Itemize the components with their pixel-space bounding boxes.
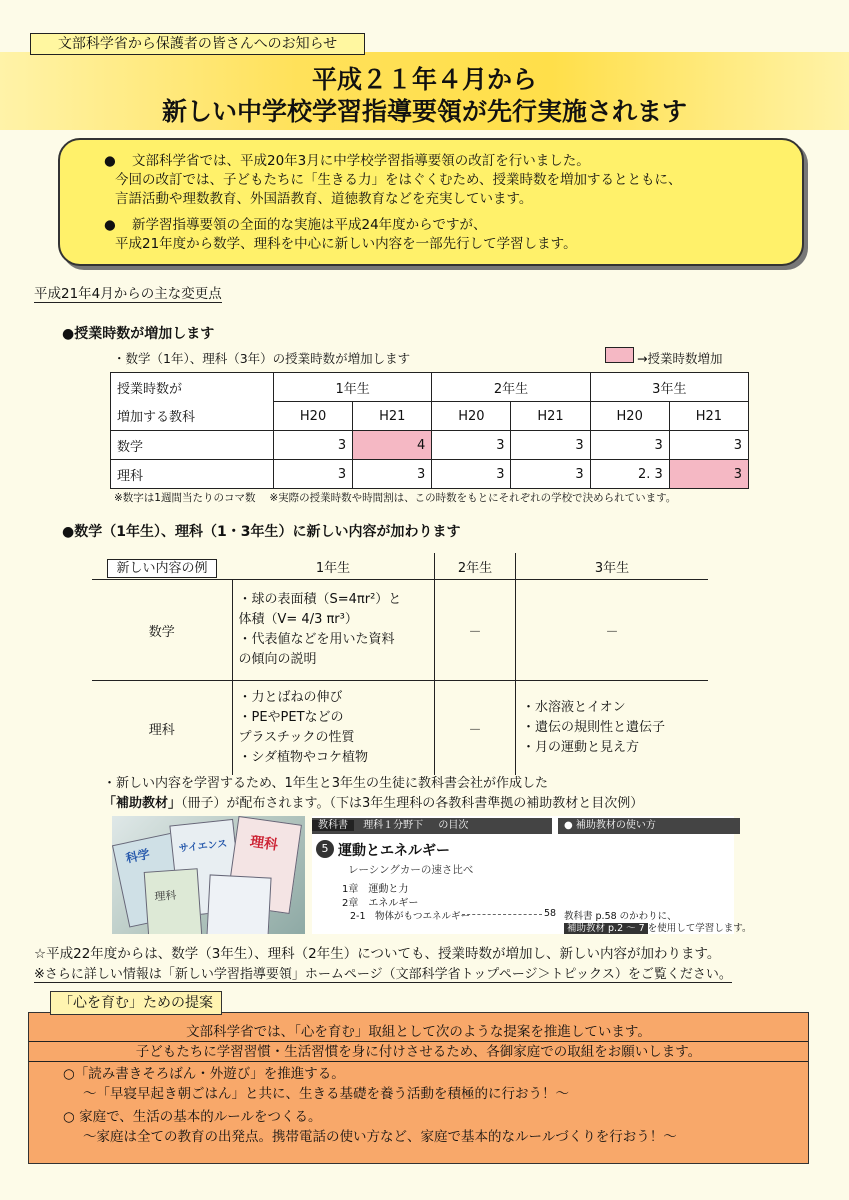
page-title-line1: 平成２１年４月から — [311, 65, 537, 94]
changes-heading: 平成21年4月からの主な変更点 — [34, 282, 222, 303]
grade-header: 1年生 — [232, 553, 435, 580]
intro-p1-line2: 今回の改訂では、子どもたちに「生きる力」をはぐくむため、授業時数を増加するとともに、 — [115, 172, 682, 188]
toc-ref-rest: を使用して学習します。 — [647, 923, 752, 934]
legend-swatch — [605, 347, 634, 363]
sci-g1-line1: ・力とばねの伸び — [238, 690, 343, 705]
subject-cell: 理科 — [111, 460, 274, 489]
subject-cell: 理科 — [92, 681, 232, 776]
year-header: H20 — [590, 402, 669, 431]
year-header: H20 — [432, 402, 511, 431]
grade-header: 2年生 — [432, 373, 590, 402]
math-g2: － — [435, 580, 516, 681]
hours-cell: 3 — [432, 460, 511, 489]
toc-page: 58 — [544, 908, 557, 919]
hours-cell-increased: 4 — [353, 431, 432, 460]
legend-label: →授業時数増加 — [637, 351, 723, 366]
subject-cell: 数学 — [111, 431, 274, 460]
subject-header-line2: 増加する教科 — [111, 402, 274, 431]
hours-cell: 3 — [511, 460, 590, 489]
sci-g1-line3: プラスチックの性質 — [238, 730, 355, 745]
sci-g3-line3: ・月の運動と見え方 — [522, 740, 640, 755]
sci-g3-line1: ・水溶液とイオン — [522, 700, 626, 715]
toc-example — [312, 816, 752, 934]
hours-cell: 3 — [353, 460, 432, 489]
proposal-item1-sub: ～「早寝早起き朝ごはん」と共に、生きる基礎を養う活動を積極的に行おう！～ — [83, 1086, 569, 1102]
year-header: H21 — [511, 402, 590, 431]
supplement-bold: 「補助教材」 — [103, 796, 182, 811]
hours-cell: 3 — [432, 431, 511, 460]
intro-p2-line2: 平成21年度から数学、理科を中心に新しい内容を一部先行して学習します。 — [115, 236, 577, 252]
grade-header: 3年生 — [594, 560, 630, 576]
hours-cell: 2. 3 — [590, 460, 669, 489]
textbook-cover — [144, 868, 203, 934]
grade-header: 1年生 — [274, 373, 432, 402]
toc-tag-contents: の目次 — [438, 820, 469, 831]
toc-chapter-title: 運動とエネルギー — [338, 843, 450, 859]
proposal-item1: ○「読み書きそろばん・外遊び」を推進する。 — [63, 1066, 345, 1082]
sci-g1-line4: ・シダ植物やコケ植物 — [238, 750, 368, 765]
math-g1-line1: ・球の表面積（S=4πr²）と — [238, 592, 402, 607]
hours-cell: 3 — [669, 431, 748, 460]
notice-label: 文部科学省から保護者の皆さんへのお知らせ — [30, 33, 365, 55]
toc-chapter-sub: レーシングカーの速さ比べ — [348, 864, 474, 876]
math-g3: － — [605, 624, 619, 640]
grade-header: 3年生 — [590, 373, 748, 402]
proposal-item2: ○ 家庭で、生活の基本的ルールをつくる。 — [63, 1109, 322, 1125]
book-label: 科学 — [124, 846, 151, 866]
table-row — [111, 460, 749, 489]
sci-g2: － — [435, 681, 516, 776]
supplement-line2: （冊子）が配布されます。（下は3年生理科の各教科書準拠の補助教材と目次例） — [181, 796, 644, 811]
proposal-line2: 子どもたちに学習習慣・生活習慣を身に付けさせるため、各御家庭での取組をお願いします。 — [29, 1043, 808, 1062]
hours-cell: 3 — [274, 460, 353, 489]
hours-cell: 3 — [274, 431, 353, 460]
content-table — [92, 553, 708, 775]
toc-usage-header: ● 補助教材の使い方 — [558, 818, 740, 834]
toc-item: 2-1 物体がもつエネルギー — [350, 911, 471, 922]
math-g1-line2: 体積（V= 4/3 πr³） — [238, 612, 358, 627]
subject-header-line1: 授業時数が — [111, 373, 274, 402]
sci-g1-line2: ・PEやPETなどの — [238, 710, 344, 725]
toc-leader — [462, 914, 542, 915]
table-row — [111, 431, 749, 460]
book-label: サイエンス — [178, 838, 228, 855]
year-header: H21 — [669, 402, 748, 431]
textbook-photo — [112, 816, 305, 934]
more-info-link[interactable]: ※さらに詳しい情報は「新しい学習指導要領」ホームページ（文部科学省トップページ＞トピックス）をご覧ください。 — [34, 963, 732, 983]
hours-cell: 3 — [590, 431, 669, 460]
hours-heading: ●授業時数が増加します — [62, 326, 215, 342]
toc-item: 2章 エネルギー — [342, 898, 419, 909]
toc-tag-subject: 理科１分野下 — [363, 820, 424, 831]
proposal-tag: 「心を育む」ための提案 — [50, 991, 222, 1015]
proposal-line1: 文部科学省では、「心を育む」取組として次のような提案を推進しています。 — [29, 1023, 808, 1042]
bullet-icon: ● — [104, 153, 116, 169]
content-heading: ●数学（1年生）、理科（1・3年生）に新しい内容が加わります — [62, 524, 461, 540]
year-header: H21 — [353, 402, 432, 431]
hours-cell-increased: 3 — [669, 460, 748, 489]
toc-tag-textbook: 教科書 — [312, 820, 354, 831]
table-row — [92, 580, 708, 681]
toc-ref-tag: 補助教材 p.2 ～ 7 — [564, 923, 648, 934]
hours-cell: 3 — [511, 431, 590, 460]
hours-table — [110, 372, 749, 489]
bullet-icon: ● — [104, 217, 116, 233]
page-title-line2: 新しい中学校学習指導要領が先行実施されます — [161, 97, 687, 126]
book-label: 理科 — [153, 888, 177, 904]
hours-footnote: ※数字は1週間当たりのコマ数 ※実際の授業時数や時間割は、この時数をもとにそれぞれの学校で決められています。 — [114, 492, 677, 504]
table-row — [92, 681, 708, 776]
textbook-cover — [206, 874, 271, 934]
subject-cell: 数学 — [92, 580, 232, 681]
intro-box — [58, 138, 804, 266]
intro-p1-line1: 文部科学省では、平成20年3月に中学校学習指導要領の改訂を行いました。 — [132, 153, 590, 169]
example-label: 新しい内容の例 — [107, 559, 216, 578]
intro-p2-line1: 新学習指導要領の全面的な実施は平成24年度からですが、 — [132, 217, 487, 233]
book-label: 理科 — [248, 833, 279, 854]
toc-item: 1章 運動と力 — [342, 884, 409, 895]
supplement-line1: ・新しい内容を学習するため、1年生と3年生の生徒に教科書会社が作成した — [103, 776, 549, 791]
year-header: H20 — [274, 402, 353, 431]
h22-note: ☆平成22年度からは、数学（3年生）、理科（2年生）についても、授業時数が増加し、新しい内容が加わります。 — [34, 946, 721, 962]
toc-ref: 教科書 p.58 のかわりに、 — [564, 911, 677, 922]
sci-g3-line2: ・遺伝の規則性と遺伝子 — [522, 720, 666, 735]
proposal-box — [28, 1012, 809, 1164]
intro-p1-line3: 言語活動や理数教育、外国語教育、道徳教育などを充実しています。 — [115, 191, 533, 207]
math-g1-line4: の傾向の説明 — [238, 652, 317, 667]
grade-header: 2年生 — [435, 553, 516, 580]
proposal-item2-sub: ～家庭は全ての教育の出発点。携帯電話の使い方など、家庭で基本的なルールづくりを行おう！～ — [83, 1129, 677, 1145]
math-g1-line3: ・代表値などを用いた資料 — [238, 632, 395, 647]
hours-subtext: ・数学（1年）、理科（3年）の授業時数が増加します — [113, 351, 411, 366]
chapter-number-icon: 5 — [316, 840, 334, 858]
